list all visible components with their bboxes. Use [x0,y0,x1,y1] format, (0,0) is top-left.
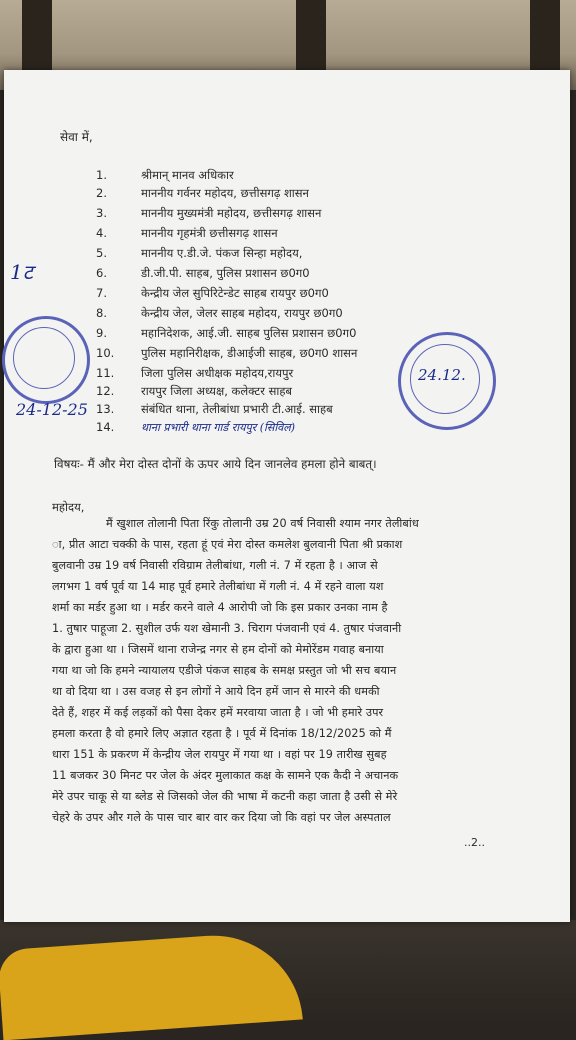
addressee-text: जिला पुलिस अधीक्षक महोदय,रायपुर [141,366,294,380]
body-line: मैं खुशाल तोलानी पिता रिंकु तोलानी उम्र 20 वर्ष निवासी श्याम नगर तेलीबांध [106,517,419,530]
addressee-text: श्रीमान् मानव अधिकार [141,168,234,182]
greeting: महोदय, [52,500,85,514]
addressee-text: केन्द्रीय जेल सुपिरिटेन्डेट साहब रायपुर छ0ग0 [141,286,329,300]
window-bar [296,0,326,75]
addressee-number: 7. [96,286,107,300]
addressee-number: 1. [96,168,107,182]
addressee-number: 13. [96,402,115,416]
addressee-text: माननीय ए.डी.जे. पंकज सिन्हा महोदय, [141,246,303,260]
body-line: था वो दिया था । उस वजह से इन लोगों ने आये दिन हमें जान से मारने की धमकी [52,685,380,698]
addressee-text: रायपुर जिला अध्यक्ष, कलेक्टर साहब [141,384,292,398]
page-marker: ..2.. [464,836,485,849]
addressee-text: डी.जी.पी. साहब, पुलिस प्रशासन छ0ग0 [141,266,310,280]
body-line: शर्मा का मर्डर हुआ था । मर्डर करने वाले 4 आरोपी जो कि इस प्रकार उनका नाम है [52,601,388,614]
left-stamp-date: 24-12-25 [16,400,88,419]
addressee-number: 6. [96,266,107,280]
addressee-number: 11. [96,366,115,380]
addressee-number: 9. [96,326,107,340]
body-line: मेरे उपर चाकू से या ब्लेड से जिसको जेल की भाषा में कटनी कहा जाता है उसी से मेरे [52,790,398,803]
body-line: चेहरे के उपर और गले के पास चार बार वार कर दिया जो कि वहां पर जेल अस्पताल [52,811,391,824]
addressee-number: 8. [96,306,107,320]
body-line: के द्वारा हुआ था । जिसमें थाना राजेन्द्र नगर से हम दोनों को मेमोरेंडम गवाह बनाया [52,643,384,656]
addressee-text: महानिदेशक, आई.जी. साहब पुलिस प्रशासन छ0ग0 [141,326,357,340]
window-bar [22,0,52,75]
body-line: गया था जो कि हमने न्यायालय एडीजे पंकज साहब के समक्ष प्रस्तुत जो भी सच बयान [52,664,397,677]
addressee-text: माननीय गर्वनर महोदय, छत्तीसगढ़ शासन [141,186,309,200]
addressee-text: संबंधित थाना, तेलीबांधा प्रभारी टी.आई. साहब [141,402,333,416]
addressee-text: पुलिस महानिरीक्षक, डीआईजी साहब, छ0ग0 शासन [141,346,358,360]
body-line: हमला करता है वो हमारे लिए अज्ञात रहता है । पूर्व में दिनांक 18/12/2025 को मैं [52,727,392,740]
addressee-number: 3. [96,206,107,220]
body-line: देते हैं, शहर में कई लड़कों को पैसा देकर हमें मरवाया जाता है । जो भी हमारे उपर [52,706,384,719]
addressee-text: केन्द्रीय जेल, जेलर साहब महोदय, रायपुर छ0ग0 [141,306,343,320]
addressee-text: माननीय मुख्यमंत्री महोदय, छत्तीसगढ़ शासन [141,206,322,220]
addressee-number: 10. [96,346,115,360]
left-stamp-seal [2,316,90,404]
addressee-number: 12. [96,384,115,398]
right-stamp-date: 24.12. [418,366,466,384]
addressee-number: 5. [96,246,107,260]
addressee-number: 2. [96,186,107,200]
addressee-text: थाना प्रभारी थाना गार्ड रायपुर (सिविल) [141,421,296,434]
body-line: ा, प्रीत आटा चक्की के पास, रहता हूं एवं मेरा दोस्त कमलेश बुलवानी पिता श्री प्रकाश [52,538,403,551]
body-line: 11 बजकर 30 मिनट पर जेल के अंदर मुलाकात कक्ष के सामने एक कैदी ने अचानक [52,769,399,782]
body-line: बुलवानी उम्र 19 वर्ष निवासी रविग्राम तेलीबांधा, गली नं. 7 में रहता है । आज से [52,559,378,572]
salutation: सेवा में, [60,130,93,144]
margin-mark: 1ट [10,260,33,284]
body-line: धारा 151 के प्रकरण में केन्द्रीय जेल रायपुर में गया था । वहां पर 19 तारीख सुबह [52,748,387,761]
addressee-number: 14. [96,420,115,434]
addressee-text: माननीय गृहमंत्री छत्तीसगढ़ शासन [141,226,278,240]
subject-line: विषयः- मैं और मेरा दोस्त दोनों के ऊपर आये दिन जानलेव हमला होने बाबत्। [54,457,377,471]
letter-page [4,70,570,922]
body-line: 1. तुषार पाहूजा 2. सुशील उर्फ यश खेमानी 3. चिराग पंजवानी एवं 4. तुषार पंजवानी [52,622,402,635]
addressee-number: 4. [96,226,107,240]
window-bar [530,0,560,75]
body-line: लगभग 1 वर्ष पूर्व या 14 माह पूर्व हमारे तेलीबांधा में गली नं. 4 में रहने वाला यश [52,580,384,593]
